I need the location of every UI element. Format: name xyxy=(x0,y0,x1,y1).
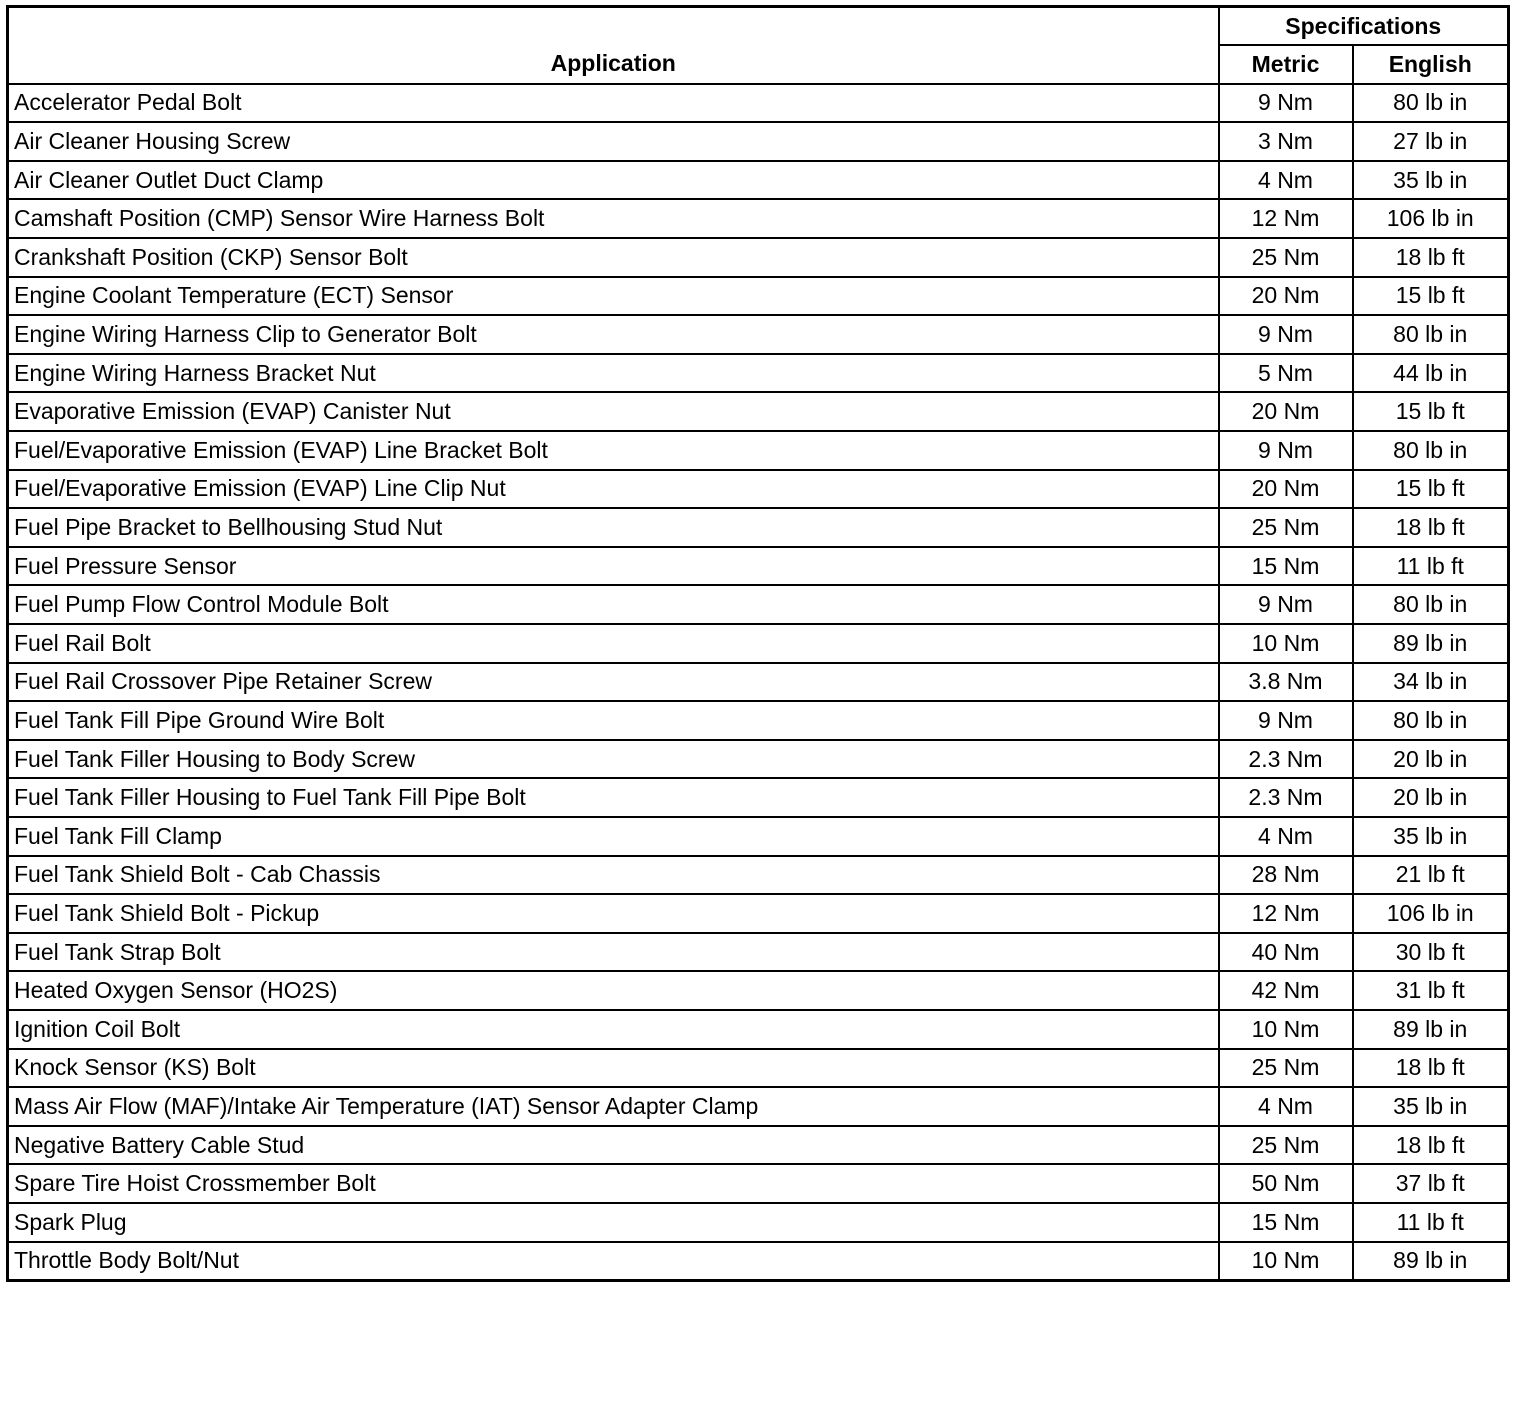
english-cell: 18 lb ft xyxy=(1353,238,1509,277)
table-row xyxy=(8,894,1509,933)
english-cell: 80 lb in xyxy=(1353,585,1509,624)
application-cell: Fuel Pump Flow Control Module Bolt xyxy=(8,585,1219,624)
english-cell: 20 lb in xyxy=(1353,778,1509,817)
english-cell: 18 lb ft xyxy=(1353,1049,1509,1088)
table-body xyxy=(8,84,1509,1280)
table-row xyxy=(8,547,1509,586)
english-cell: 30 lb ft xyxy=(1353,933,1509,972)
application-cell: Fuel Tank Strap Bolt xyxy=(8,933,1219,972)
table-row xyxy=(8,817,1509,856)
application-cell: Fuel/Evaporative Emission (EVAP) Line Clip Nut xyxy=(8,470,1219,509)
metric-cell: 25 Nm xyxy=(1219,1049,1353,1088)
table-row xyxy=(8,1126,1509,1165)
application-column-header: Application xyxy=(8,7,1219,84)
application-cell: Fuel Rail Crossover Pipe Retainer Screw xyxy=(8,663,1219,702)
table-row xyxy=(8,701,1509,740)
application-cell: Fuel Rail Bolt xyxy=(8,624,1219,663)
metric-cell: 50 Nm xyxy=(1219,1164,1353,1203)
table-row xyxy=(8,238,1509,277)
english-cell: 27 lb in xyxy=(1353,122,1509,161)
metric-cell: 9 Nm xyxy=(1219,585,1353,624)
table-row xyxy=(8,1164,1509,1203)
metric-column-header: Metric xyxy=(1219,45,1353,84)
english-cell: 18 lb ft xyxy=(1353,508,1509,547)
metric-cell: 25 Nm xyxy=(1219,508,1353,547)
table-row xyxy=(8,161,1509,200)
metric-cell: 10 Nm xyxy=(1219,1242,1353,1281)
metric-cell: 12 Nm xyxy=(1219,199,1353,238)
english-cell: 11 lb ft xyxy=(1353,547,1509,586)
english-cell: 15 lb ft xyxy=(1353,470,1509,509)
metric-cell: 3.8 Nm xyxy=(1219,663,1353,702)
application-cell: Fuel Pipe Bracket to Bellhousing Stud Nut xyxy=(8,508,1219,547)
english-cell: 80 lb in xyxy=(1353,315,1509,354)
english-cell: 35 lb in xyxy=(1353,1087,1509,1126)
metric-cell: 9 Nm xyxy=(1219,431,1353,470)
application-cell: Air Cleaner Outlet Duct Clamp xyxy=(8,161,1219,200)
application-cell: Fuel Tank Filler Housing to Body Screw xyxy=(8,740,1219,779)
application-cell: Fuel Tank Filler Housing to Fuel Tank Fill Pipe Bolt xyxy=(8,778,1219,817)
english-cell: 44 lb in xyxy=(1353,354,1509,393)
metric-cell: 10 Nm xyxy=(1219,624,1353,663)
application-cell: Fuel Pressure Sensor xyxy=(8,547,1219,586)
metric-cell: 4 Nm xyxy=(1219,817,1353,856)
english-cell: 106 lb in xyxy=(1353,199,1509,238)
application-cell: Engine Wiring Harness Bracket Nut xyxy=(8,354,1219,393)
table-row xyxy=(8,856,1509,895)
english-cell: 37 lb ft xyxy=(1353,1164,1509,1203)
application-cell: Air Cleaner Housing Screw xyxy=(8,122,1219,161)
table-row xyxy=(8,199,1509,238)
table-row xyxy=(8,354,1509,393)
metric-cell: 10 Nm xyxy=(1219,1010,1353,1049)
metric-cell: 20 Nm xyxy=(1219,277,1353,316)
application-cell: Camshaft Position (CMP) Sensor Wire Harness Bolt xyxy=(8,199,1219,238)
application-cell: Fuel Tank Shield Bolt - Pickup xyxy=(8,894,1219,933)
english-cell: 106 lb in xyxy=(1353,894,1509,933)
metric-cell: 25 Nm xyxy=(1219,238,1353,277)
application-cell: Evaporative Emission (EVAP) Canister Nut xyxy=(8,392,1219,431)
table-row xyxy=(8,122,1509,161)
application-cell: Throttle Body Bolt/Nut xyxy=(8,1242,1219,1281)
english-cell: 35 lb in xyxy=(1353,161,1509,200)
table-row xyxy=(8,392,1509,431)
header-row-top xyxy=(8,7,1509,46)
english-cell: 20 lb in xyxy=(1353,740,1509,779)
table-row xyxy=(8,1242,1509,1281)
table-row xyxy=(8,508,1509,547)
english-cell: 80 lb in xyxy=(1353,84,1509,123)
table-row xyxy=(8,740,1509,779)
table-row xyxy=(8,277,1509,316)
application-cell: Accelerator Pedal Bolt xyxy=(8,84,1219,123)
table-row xyxy=(8,624,1509,663)
fastener-spec-table xyxy=(6,5,1510,1282)
english-cell: 89 lb in xyxy=(1353,624,1509,663)
metric-cell: 9 Nm xyxy=(1219,315,1353,354)
application-cell: Ignition Coil Bolt xyxy=(8,1010,1219,1049)
table-row xyxy=(8,971,1509,1010)
english-cell: 35 lb in xyxy=(1353,817,1509,856)
application-cell: Heated Oxygen Sensor (HO2S) xyxy=(8,971,1219,1010)
table-row xyxy=(8,1203,1509,1242)
table-row xyxy=(8,1049,1509,1088)
table-row xyxy=(8,1010,1509,1049)
application-cell: Knock Sensor (KS) Bolt xyxy=(8,1049,1219,1088)
table-row xyxy=(8,778,1509,817)
table-row xyxy=(8,315,1509,354)
application-cell: Engine Coolant Temperature (ECT) Sensor xyxy=(8,277,1219,316)
english-cell: 18 lb ft xyxy=(1353,1126,1509,1165)
metric-cell: 25 Nm xyxy=(1219,1126,1353,1165)
table-row xyxy=(8,663,1509,702)
metric-cell: 20 Nm xyxy=(1219,392,1353,431)
metric-cell: 40 Nm xyxy=(1219,933,1353,972)
table-row xyxy=(8,1087,1509,1126)
application-cell: Mass Air Flow (MAF)/Intake Air Temperature (IAT) Sensor Adapter Clamp xyxy=(8,1087,1219,1126)
english-cell: 21 lb ft xyxy=(1353,856,1509,895)
metric-cell: 5 Nm xyxy=(1219,354,1353,393)
metric-cell: 15 Nm xyxy=(1219,547,1353,586)
metric-cell: 4 Nm xyxy=(1219,161,1353,200)
application-cell: Fuel/Evaporative Emission (EVAP) Line Bracket Bolt xyxy=(8,431,1219,470)
application-cell: Fuel Tank Fill Clamp xyxy=(8,817,1219,856)
table-row xyxy=(8,470,1509,509)
metric-cell: 28 Nm xyxy=(1219,856,1353,895)
english-column-header: English xyxy=(1353,45,1509,84)
metric-cell: 42 Nm xyxy=(1219,971,1353,1010)
application-cell: Spark Plug xyxy=(8,1203,1219,1242)
application-cell: Fuel Tank Shield Bolt - Cab Chassis xyxy=(8,856,1219,895)
table-row xyxy=(8,933,1509,972)
application-cell: Engine Wiring Harness Clip to Generator Bolt xyxy=(8,315,1219,354)
application-cell: Negative Battery Cable Stud xyxy=(8,1126,1219,1165)
application-cell: Spare Tire Hoist Crossmember Bolt xyxy=(8,1164,1219,1203)
table-header xyxy=(8,7,1509,84)
specifications-group-header: Specifications xyxy=(1219,7,1509,46)
english-cell: 80 lb in xyxy=(1353,431,1509,470)
english-cell: 11 lb ft xyxy=(1353,1203,1509,1242)
table-row xyxy=(8,431,1509,470)
application-cell: Crankshaft Position (CKP) Sensor Bolt xyxy=(8,238,1219,277)
metric-cell: 4 Nm xyxy=(1219,1087,1353,1126)
metric-cell: 2.3 Nm xyxy=(1219,740,1353,779)
english-cell: 31 lb ft xyxy=(1353,971,1509,1010)
english-cell: 34 lb in xyxy=(1353,663,1509,702)
metric-cell: 12 Nm xyxy=(1219,894,1353,933)
metric-cell: 3 Nm xyxy=(1219,122,1353,161)
table-row xyxy=(8,84,1509,123)
metric-cell: 9 Nm xyxy=(1219,84,1353,123)
english-cell: 89 lb in xyxy=(1353,1242,1509,1281)
english-cell: 80 lb in xyxy=(1353,701,1509,740)
metric-cell: 15 Nm xyxy=(1219,1203,1353,1242)
metric-cell: 9 Nm xyxy=(1219,701,1353,740)
metric-cell: 2.3 Nm xyxy=(1219,778,1353,817)
english-cell: 89 lb in xyxy=(1353,1010,1509,1049)
english-cell: 15 lb ft xyxy=(1353,392,1509,431)
application-cell: Fuel Tank Fill Pipe Ground Wire Bolt xyxy=(8,701,1219,740)
metric-cell: 20 Nm xyxy=(1219,470,1353,509)
table-row xyxy=(8,585,1509,624)
english-cell: 15 lb ft xyxy=(1353,277,1509,316)
